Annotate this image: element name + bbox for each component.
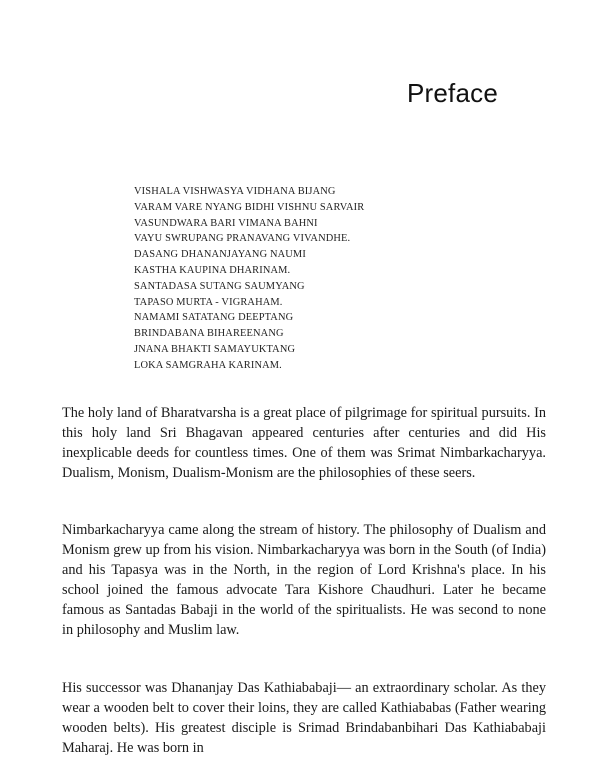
verse-line: VARAM VARE NYANG BIDHI VISHNU SARVAIR <box>134 201 365 213</box>
sanskrit-verse <box>134 184 364 374</box>
verse-line: DASANG DHANANJAYANG NAUMI <box>134 249 306 261</box>
verse-line: VASUNDWARA BARI VIMANA BAHNI <box>134 217 318 229</box>
verse-line: NAMAMI SATATANG DEEPTANG <box>134 312 294 324</box>
verse-line: SANTADASA SUTANG SAUMYANG <box>134 280 305 292</box>
verse-line: KASTHA KAUPINA DHARINAM. <box>134 264 291 276</box>
page-title: Preface <box>406 78 498 108</box>
body-paragraph: Nimbarkacharyya came along the stream of history. The philosophy of Dualism and Monism grew up from his vision. Nimbarkacharyya was born in the South (of India) and his Tapasya was in the North, in the region of Lord Krishna's place. In his school joined the famous advocate Tara Kishore Chaudhuri. Later he became famous as Santadas Babaji in the world of the spiritualists. He was second to none in philosophy and Muslim law. <box>62 522 546 639</box>
verse-line: VAYU SWRUPANG PRANAVANG VIVANDHE. <box>134 233 351 245</box>
verse-line: LOKA SAMGRAHA KARINAM. <box>134 359 282 371</box>
verse-line: TAPASO MURTA - VIGRAHAM. <box>134 296 283 308</box>
verse-line: VISHALA VISHWASYA VIDHANA BIJANG <box>134 186 336 197</box>
verse-line: BRINDABANA BIHAREENANG <box>134 328 284 340</box>
body-paragraph: His successor was Dhananjay Das Kathiababaji— an extraordinary scholar. As they wear a wooden belt to cover their loins, they are called Kathiababas (Father wearing wooden belts). His greatest disciple is Srimad Brindabanbihari Das Kathiababaji Maharaj. He was born in <box>62 680 546 757</box>
body-paragraph: The holy land of Bharatvarsha is a great place of pilgrimage for spiritual pursuits. In this holy land Sri Bhagavan appeared centuries after centuries and did His inexplicable deeds for countless times. One of them was Srimat Nimbarkacharyya. Dualism, Monism, Dualism-Monism are the philosophies of these seers. <box>62 405 546 482</box>
verse-line: JNANA BHAKTI SAMAYUKTANG <box>134 343 296 355</box>
